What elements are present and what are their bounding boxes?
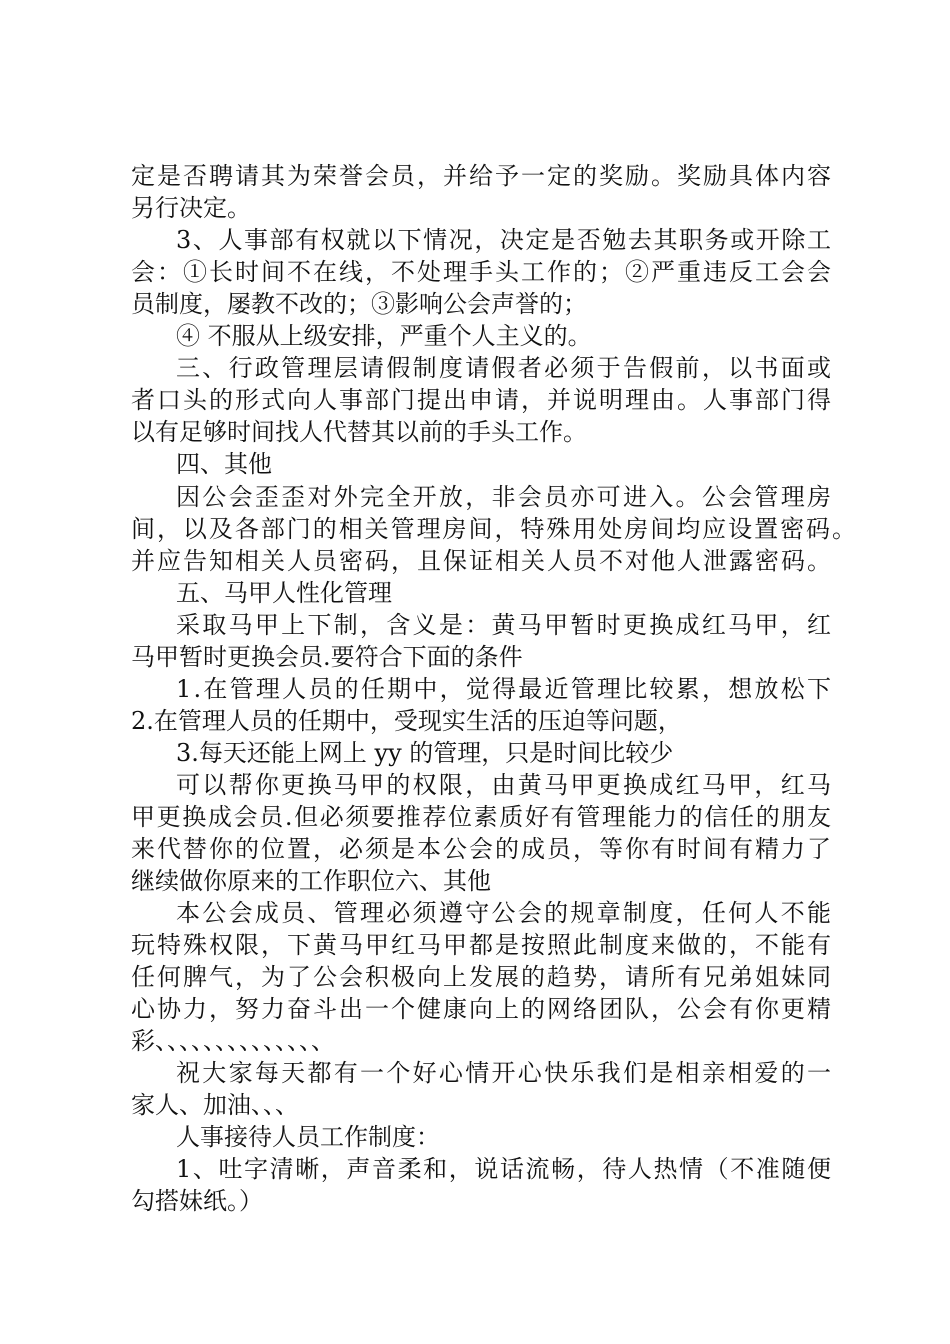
text-line: 玩特殊权限，下黄马甲红马甲都是按照此制度来做的，不能有: [131, 931, 833, 959]
text-line: 3.每天还能上网上 yy 的管理，只是时间比较少: [176, 739, 674, 767]
text-line: 来代替你的位置，必须是本公会的成员，等你有时间有精力了: [131, 835, 833, 863]
text-line: 四、其他: [176, 450, 272, 478]
text-line: 祝大家每天都有一个好心情开心快乐我们是相亲相爱的一: [176, 1059, 834, 1087]
text-line: 采取马甲上下制，含义是：黄马甲暂时更换成红马甲，红: [176, 611, 834, 639]
text-line: 因公会歪歪对外完全开放，非会员亦可进入。公会管理房: [176, 483, 834, 511]
text-line: ④ 不服从上级安排，严重个人主义的。: [176, 322, 592, 350]
text-line: 任何脾气，为了公会积极向上发展的趋势，请所有兄弟姐妹同: [131, 963, 833, 991]
text-line: 另行决定。: [131, 194, 251, 222]
text-line: 会：①长时间不在线，不处理手头工作的；②严重违反工会会: [131, 258, 833, 286]
text-line: 1.在管理人员的任期中，觉得最近管理比较累，想放松下: [176, 675, 834, 703]
text-line: 三、行政管理层请假制度请假者必须于告假前，以书面或: [176, 354, 834, 382]
text-line: 2.在管理人员的任期中，受现实生活的压迫等问题，: [131, 707, 682, 735]
text-line: 3、人事部有权就以下情况，决定是否勉去其职务或开除工: [176, 226, 833, 254]
text-line: 并应告知相关人员密码，且保证相关人员不对他人泄露密码。: [131, 547, 833, 575]
text-line: 勾搭妹纸。）: [131, 1187, 263, 1215]
text-line: 马甲暂时更换会员.要符合下面的条件: [131, 643, 523, 671]
text-line: 员制度，屡教不改的；③影响公会声誉的；: [131, 290, 587, 318]
text-line: 人事接待人员工作制度：: [176, 1123, 440, 1151]
text-line: 可以帮你更换马甲的权限，由黄马甲更换成红马甲，红马: [176, 771, 834, 799]
text-line: 定是否聘请其为荣誉会员，并给予一定的奖励。奖励具体内容: [131, 162, 833, 190]
text-line: 彩、、、、、、、、、、、、、、: [131, 1027, 335, 1055]
text-line: 家人、加油、、、: [131, 1091, 299, 1119]
text-line: 以有足够时间找人代替其以前的手头工作。: [131, 418, 587, 446]
text-line: 间，以及各部门的相关管理房间，特殊用处房间均应设置密码。: [131, 515, 858, 543]
text-line: 心协力，努力奋斗出一个健康向上的网络团队，公会有你更精: [131, 995, 833, 1023]
text-line: 1、吐字清晰，声音柔和，说话流畅，待人热情（不准随便: [176, 1155, 833, 1183]
text-line: 甲更换成会员.但必须要推荐位素质好有管理能力的信任的朋友: [131, 803, 833, 831]
text-line: 者口头的形式向人事部门提出申请，并说明理由。人事部门得: [131, 386, 833, 414]
text-line: 继续做你原来的工作职位六、其他: [131, 867, 491, 895]
text-line: 本公会成员、管理必须遵守公会的规章制度，任何人不能: [176, 899, 834, 927]
text-line: 五、马甲人性化管理: [176, 579, 392, 607]
